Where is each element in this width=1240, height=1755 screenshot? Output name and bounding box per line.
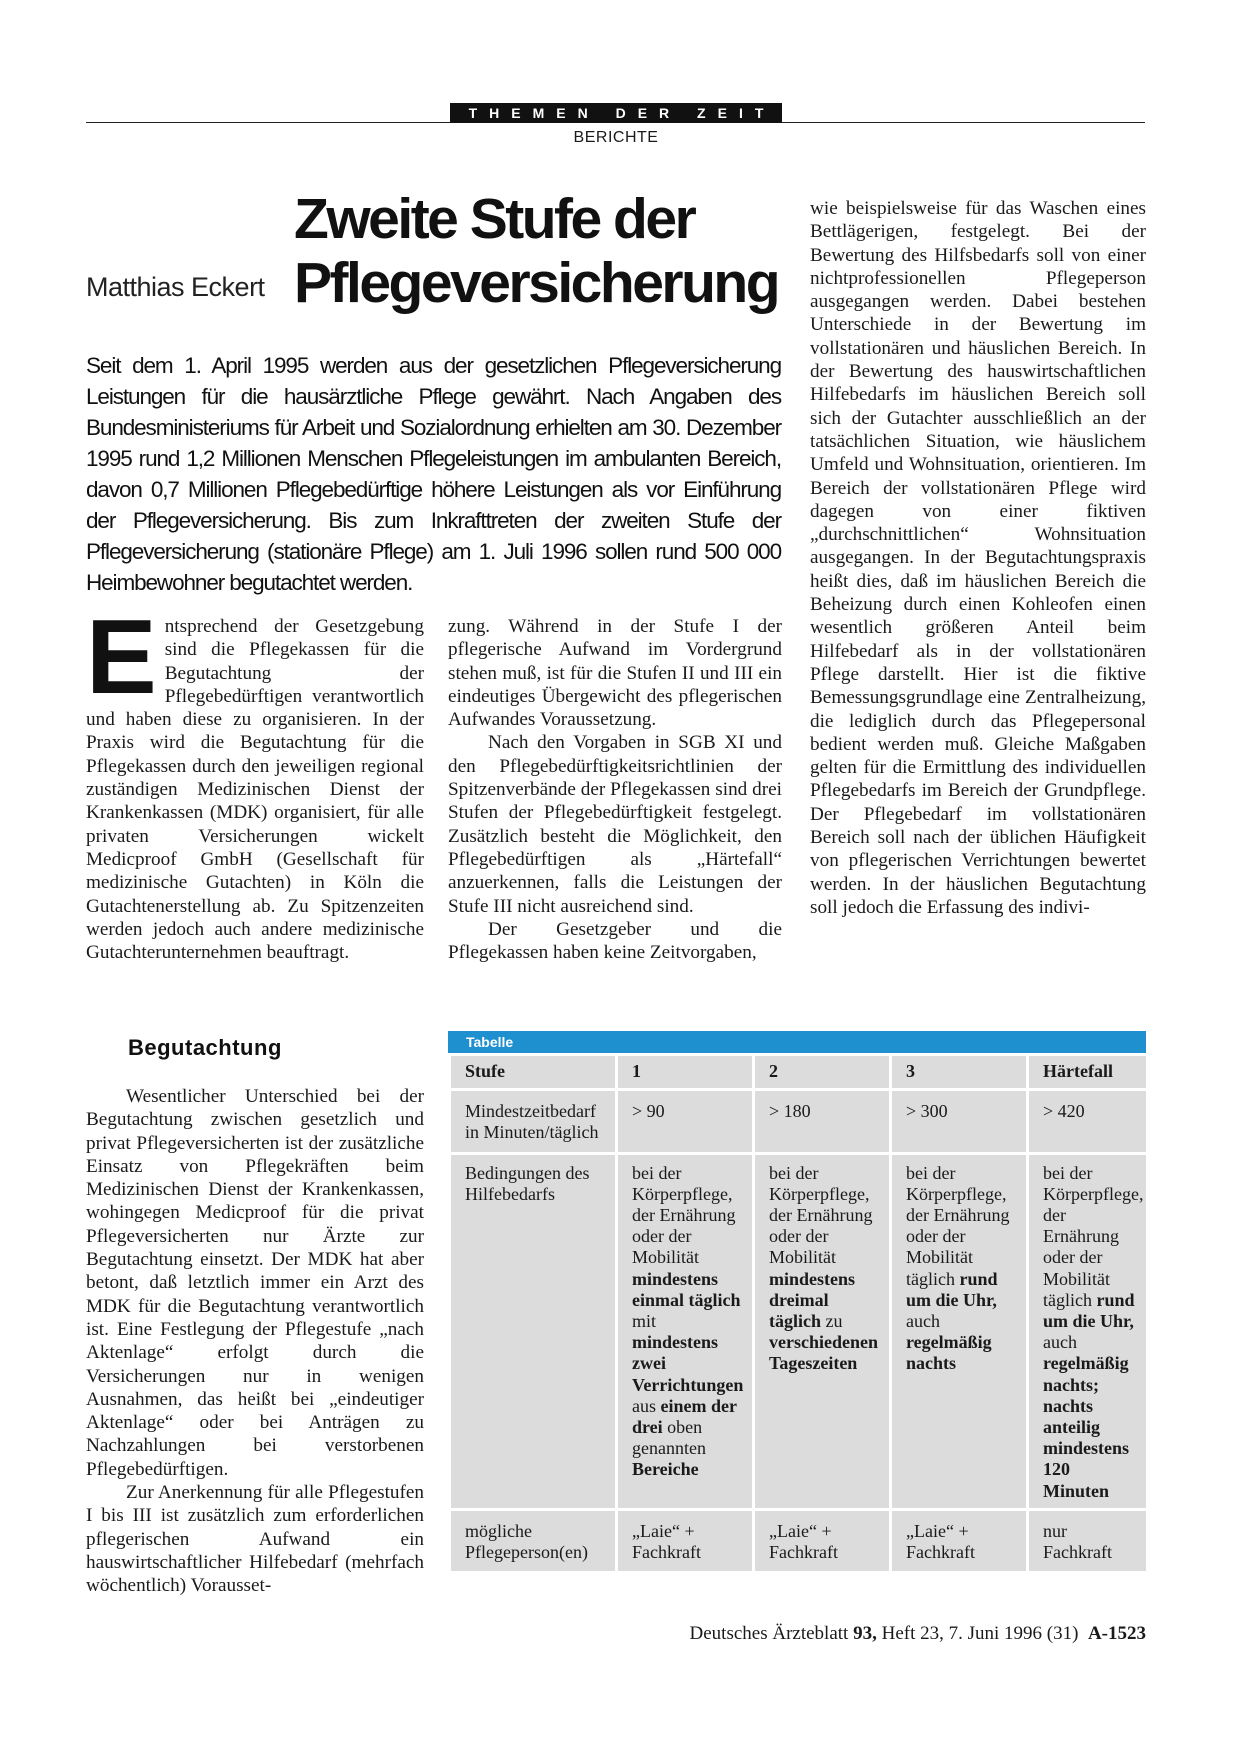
paragraph: Der Gesetzgeber und die Pflegekassen haben keine Zeitvorgaben, (448, 918, 782, 964)
text-column-4 (86, 1085, 424, 1598)
table-cell (754, 1153, 891, 1509)
table-cell: > 300 (891, 1090, 1028, 1153)
page-footer (690, 1623, 1146, 1645)
table-row (450, 1153, 1148, 1509)
table-cell: „Laie“ + Fachkraft (754, 1509, 891, 1572)
paragraph-text: ntsprechend der Gesetzgebung sind die Pflegekassen für die Begutachtung der Pflegebedürftigen verantwortlich und haben diese zu organisieren. In der Praxis wird die Begutachtung für die Pflegekassen durch den jeweiligen regional zuständigen Medizinischen Dienst der Krankenkassen (MDK) organisiert, für alle privaten Versicherungen wickelt Medicproof GmbH (Gesellschaft für medizinische Gutachten) in Köln die Gutachtenerstellung ab. Zu Spitzenzeiten werden jedoch auch andere medizinische Gutachterunternehmen beauftragt. (86, 616, 424, 964)
table-row (450, 1090, 1148, 1153)
cell-emphasis: rund um die Uhr, (906, 1268, 998, 1310)
article-title (294, 187, 814, 315)
table-label: Tabelle (448, 1031, 1146, 1053)
header-cell: Stufe (450, 1055, 617, 1090)
text-column-1 (86, 598, 424, 964)
journal-issue: Heft 23, 7. Juni 1996 (31) (876, 1623, 1088, 1644)
table-cell: > 420 (1028, 1090, 1148, 1153)
cell-text: auch (906, 1311, 940, 1332)
table-cell: „Laie“ + Fachkraft (617, 1509, 754, 1572)
paragraph: wie beispielsweise für das Waschen eines Bettlägerigen, festgelegt. Bei der Bewertung des Hilfsbedarfs soll von einer nichtprofessionellen Pflegeperson ausgegangen werden. Dabei bestehen Unterschiede in der Bewertung im vollstationären und häuslichen Bereich. In der Bewertung des hauswirtschaftlichen Hilfebedarfs im häuslichen Bereich soll sich der Gutachter ausschließlich an der tatsächlichen Situation, wie häuslichem Umfeld und Wohnsituation, orientieren. Im Bereich der vollstationären Pflege wird dagegen von einer fiktiven „durchschnittlichen“ Wohnsituation ausgegangen. In der Begutachtungspraxis heißt dies, daß im häuslichen Bereich die Beheizung durch einen Kohleofen einen wesentlich größeren Anteil beim Hilfebedarf als in der vollstationären Pflege darstellt. Hier ist die fiktive Bemessungsgrundlage eine Zentralheizung, die lediglich durch das Pflegepersonal bedient werden muß. Gleiche Maßgaben gelten für die Ermittlung des individuellen Pflegebedarfs im Bereich der Grundpflege. Der Pflegebedarf im vollstationären Bereich soll nach der üblichen Häufigkeit von pflegerischen Verrichtungen bewertet werden. In der häuslichen Begutachtung soll jedoch die Erfassung des indivi- (810, 198, 1146, 918)
row-label: Bedingungen des Hilfebedarfs (450, 1153, 617, 1509)
care-levels-table (448, 1053, 1149, 1574)
table-cell (1028, 1153, 1148, 1509)
section-banner: THEMEN DER ZEIT (450, 103, 782, 123)
cell-emphasis: mindestens zwei Verrichtungen (632, 1332, 744, 1395)
cell-text: oben genannten (632, 1417, 706, 1459)
header-cell: 3 (891, 1055, 1028, 1090)
paragraph (86, 598, 424, 964)
cell-emphasis: rund um die Uhr, (1043, 1289, 1135, 1332)
paragraph: Zur Anerkennung für alle Pflegestufen I bis III ist zusätzlich zum erforderlichen pflegerischen Aufwand ein hauswirtschaftlicher Hilfebedarf (mehrfach wöchentlich) Vorausset- (86, 1482, 424, 1597)
cell-text: bei der Körperpflege, der Ernährung oder der Mobilität täglich (1043, 1162, 1144, 1310)
section-heading: Begutachtung (128, 1035, 282, 1060)
header-cell: 1 (617, 1055, 754, 1090)
author-name: Matthias Eckert (86, 272, 265, 302)
table-cell (891, 1153, 1028, 1509)
table-cell: „Laie“ + Fachkraft (891, 1509, 1028, 1572)
table-row (450, 1509, 1148, 1572)
cell-text: mit (632, 1311, 657, 1332)
cell-emphasis: mindestens dreimal täglich (769, 1268, 856, 1332)
cell-emphasis: einem der drei (632, 1395, 737, 1438)
cell-text: bei der Körperpflege, der Ernährung oder der Mobilität (769, 1162, 873, 1268)
section-label: BERICHTE (573, 129, 659, 146)
cell-text: bei der Körperpflege, der Ernährung oder der Mobilität täglich (906, 1162, 1010, 1289)
cell-emphasis: mindestens einmal täglich (632, 1268, 741, 1310)
journal-volume: 93, (853, 1623, 877, 1644)
table-cell: > 180 (754, 1090, 891, 1153)
header-cell: Härtefall (1028, 1055, 1148, 1090)
drop-cap: E (86, 598, 157, 716)
paragraph: zung. Während in der Stufe I der pflegerische Aufwand im Vordergrund stehen muß, ist für die Stufen II und III ein eindeutiges Übergewicht des pflegerischen Aufwandes Voraussetzung. (448, 616, 782, 731)
cell-text: bei der Körperpflege, der Ernährung oder der Mobilität (632, 1162, 736, 1268)
table-container (448, 1031, 1146, 1574)
table-cell: > 90 (617, 1090, 754, 1153)
paragraph: Nach den Vorgaben in SGB XI und den Pflegebedürftigkeitsrichtlinien der Spitzenverbände der Pflegekassen sind drei Stufen der Pflegebedürftigkeit festgelegt. Zusätzlich besteht die Möglichkeit, den Pflegebedürftigen als „Härtefall“ anzuerkennen, falls die Leistungen der Stufe III nicht ausreichend sind. (448, 732, 782, 917)
text-column-3 (810, 197, 1146, 919)
cell-emphasis: regelmäßig nachts; nachts anteilig mindestens 120 Minuten (1043, 1353, 1130, 1501)
page-number: A-1523 (1087, 1623, 1146, 1644)
journal-name: Deutsches Ärzteblatt (689, 1623, 854, 1644)
row-label: mögliche Pflegeperson(en) (450, 1509, 617, 1572)
text-column-2 (448, 615, 782, 964)
cell-emphasis: regelmäßig nachts (906, 1332, 992, 1374)
table-cell (617, 1153, 754, 1509)
paragraph: Wesentlicher Unterschied bei der Begutachtung zwischen gesetzlich und privat Pflegeversicherten ist der zusätzliche Einsatz von Pflegekräften beim Medizinischen Dienst der Krankenkassen, wohingegen Medicproof für die privat Pflegeversicherten nur Ärzte zur Begutachtung einsetzt. Der MDK hat aber betont, daß letztlich immer ein Arzt des MDK für die Begutachtung verantwortlich ist. Eine Festlegung der Pflegestufe „nach Aktenlage“ erfolgt durch die Versicherungen nur in wenigen Ausnahmen, das heißt bei „eindeutiger Aktenlage“ oder bei Anträgen zu Nachzahlungen bei verstorbenen Pflegebedürftigen. (86, 1086, 424, 1480)
header-cell: 2 (754, 1055, 891, 1090)
table-cell: nur Fachkraft (1028, 1509, 1148, 1572)
cell-text: auch (1043, 1332, 1077, 1353)
cell-emphasis: Bereiche (632, 1459, 699, 1480)
cell-text: aus (632, 1395, 661, 1416)
title-line-2: Pflegeversicherung (294, 251, 779, 315)
cell-text: zu (821, 1311, 843, 1332)
lead-paragraph: Seit dem 1. April 1995 werden aus der gesetzlichen Pflegeversicherung Leistungen für die hausärztliche Pflege gewährt. Nach Angaben des Bundesministeriums für Arbeit und Sozialordnung erhielten am 30. Dezember 1995 rund 1,2 Millionen Menschen Pflegeleistungen im ambulanten Bereich, davon 0,7 Millionen Pflegebedürftige höhere Leistungen als vor Einführung der Pflegeversicherung. Bis zum Inkrafttreten der zweiten Stufe der Pflegeversicherung (stationäre Pflege) am 1. Juli 1996 sollen rund 500 000 Heimbewohner begutachtet werden. (86, 353, 781, 595)
row-label: Mindestzeitbedarf in Minuten/täglich (450, 1090, 617, 1153)
cell-emphasis: verschiedenen Tageszeiten (769, 1332, 878, 1374)
table-header-row (450, 1055, 1148, 1090)
title-line-1: Zweite Stufe der (294, 187, 695, 251)
